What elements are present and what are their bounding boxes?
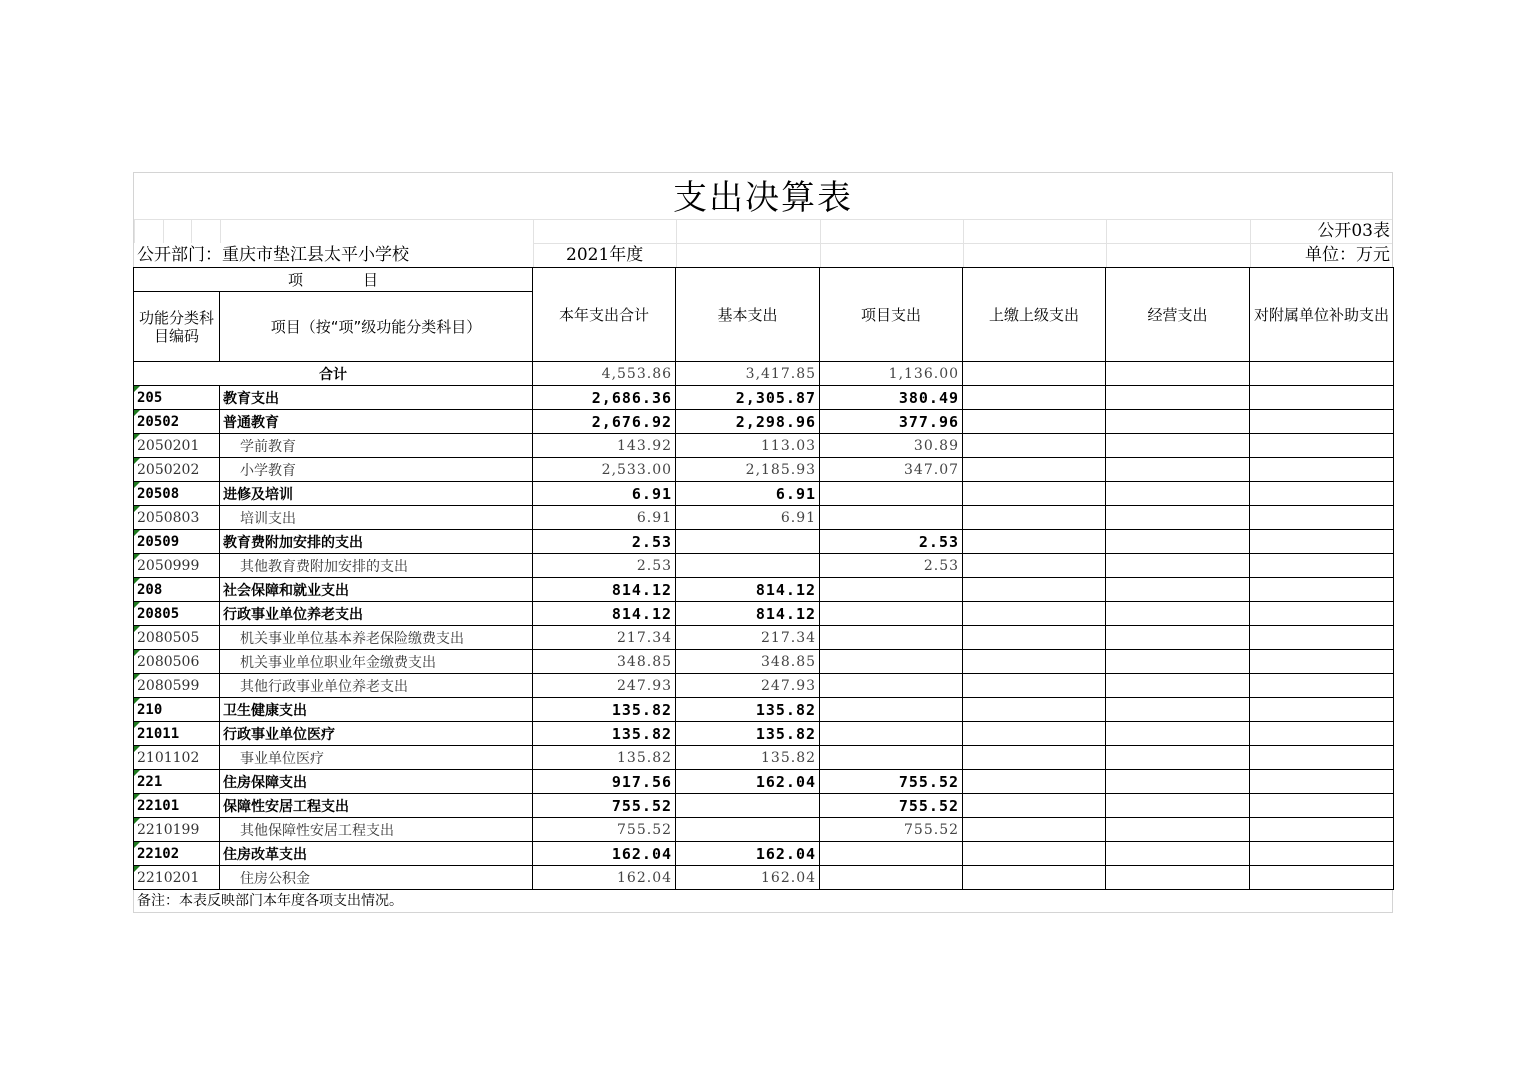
row-name: 普通教育 [220,410,533,434]
row-subsidiary [1250,674,1394,698]
row-project [820,482,963,506]
row-project: 755.52 [820,770,963,794]
table-row [134,482,1394,506]
row-total: 162.04 [533,842,676,866]
row-name: 保障性安居工程支出 [220,794,533,818]
row-total: 6.91 [533,506,676,530]
row-project: 380.49 [820,386,963,410]
row-subsidiary [1250,746,1394,770]
grid-cell [134,219,163,243]
row-business [1106,626,1250,650]
row-upper [963,842,1106,866]
table-note: 备注：本表反映部门本年度各项支出情况。 [137,893,403,909]
row-total: 135.82 [533,722,676,746]
row-subsidiary [1250,578,1394,602]
row-code: 2050999 [134,554,220,578]
row-code: 2080505 [134,626,220,650]
row-basic: 217.34 [676,626,820,650]
row-basic: 135.82 [676,698,820,722]
row-name: 机关事业单位职业年金缴费支出 [220,650,533,674]
row-project: 377.96 [820,410,963,434]
row-upper [963,698,1106,722]
row-basic: 814.12 [676,578,820,602]
row-upper [963,554,1106,578]
row-name: 行政事业单位养老支出 [220,602,533,626]
row-project [820,746,963,770]
grid-cell [533,219,676,243]
row-name: 卫生健康支出 [220,698,533,722]
row-code: 2080506 [134,650,220,674]
row-subsidiary [1250,794,1394,818]
grid-cell [963,243,1106,267]
department-label: 公开部门：重庆市垫江县太平小学校 [137,245,409,265]
row-subsidiary [1250,698,1394,722]
row-name: 其他保障性安居工程支出 [220,818,533,842]
row-project: 347.07 [820,458,963,482]
grid-cell [676,219,820,243]
header-total: 本年支出合计 [533,268,676,362]
row-basic: 162.04 [676,842,820,866]
table-row [134,578,1394,602]
header-subsidiary: 对附属单位补助支出 [1250,268,1394,362]
row-upper [963,818,1106,842]
row-project: 30.89 [820,434,963,458]
row-business [1106,482,1250,506]
row-upper [963,602,1106,626]
row-code: 2210199 [134,818,220,842]
row-basic: 113.03 [676,434,820,458]
row-business [1106,530,1250,554]
row-upper [963,410,1106,434]
row-total: 217.34 [533,626,676,650]
row-code: 20508 [134,482,220,506]
header-code: 功能分类科目编码 [134,292,220,362]
row-subsidiary [1250,866,1394,890]
grid-cell [191,219,220,243]
grid-cell [163,219,191,243]
row-code: 2050803 [134,506,220,530]
header-basic: 基本支出 [676,268,820,362]
row-total: 135.82 [533,746,676,770]
row-business [1106,458,1250,482]
grid-cell [676,243,820,267]
table-row [134,842,1394,866]
row-basic: 247.93 [676,674,820,698]
row-total: 162.04 [533,866,676,890]
row-project [820,842,963,866]
row-subsidiary [1250,650,1394,674]
row-total: 755.52 [533,794,676,818]
header-name: 项目（按“项”级功能分类科目） [220,292,533,362]
total-basic: 3,417.85 [676,362,820,386]
total-row [134,362,1394,386]
row-upper [963,482,1106,506]
title-row [133,172,1393,219]
grid-cell [220,219,533,243]
row-upper [963,794,1106,818]
header-item: 项 目 [134,268,533,292]
table-row [134,770,1394,794]
row-business [1106,434,1250,458]
row-business [1106,866,1250,890]
total-total: 4,553.86 [533,362,676,386]
row-basic: 2,298.96 [676,410,820,434]
row-total: 2.53 [533,554,676,578]
row-code: 2050202 [134,458,220,482]
row-code: 205 [134,386,220,410]
row-subsidiary [1250,554,1394,578]
row-project [820,602,963,626]
row-basic [676,530,820,554]
row-project: 2.53 [820,554,963,578]
header-upper: 上缴上级支出 [963,268,1106,362]
header-project: 项目支出 [820,268,963,362]
row-total: 2,686.36 [533,386,676,410]
row-subsidiary [1250,602,1394,626]
row-project [820,650,963,674]
total-upper [963,362,1106,386]
row-code: 221 [134,770,220,794]
table-row [134,386,1394,410]
row-name: 教育支出 [220,386,533,410]
row-business [1106,842,1250,866]
row-total: 917.56 [533,770,676,794]
row-basic [676,818,820,842]
meta-row [133,243,1393,267]
row-project: 755.52 [820,818,963,842]
row-project [820,506,963,530]
row-business [1106,674,1250,698]
row-total: 2,533.00 [533,458,676,482]
table-row [134,434,1394,458]
row-business [1106,554,1250,578]
row-total: 247.93 [533,674,676,698]
row-name: 住房保障支出 [220,770,533,794]
unit-label: 单位：万元 [1305,245,1390,265]
spreadsheet [133,172,1393,913]
grid-cell [820,219,963,243]
row-project [820,674,963,698]
row-subsidiary [1250,770,1394,794]
row-business [1106,818,1250,842]
total-subsidiary [1250,362,1394,386]
row-code: 22101 [134,794,220,818]
grid-cell [820,243,963,267]
row-project [820,866,963,890]
page-title: 支出决算表 [673,178,853,218]
header-business: 经营支出 [1106,268,1250,362]
table-row [134,794,1394,818]
row-project [820,626,963,650]
row-code: 210 [134,698,220,722]
row-upper [963,674,1106,698]
row-name: 教育费附加安排的支出 [220,530,533,554]
row-code: 2210201 [134,866,220,890]
expenditure-table [133,267,1394,890]
row-business [1106,578,1250,602]
grid-cell [1106,219,1250,243]
row-upper [963,746,1106,770]
row-basic: 162.04 [676,770,820,794]
row-business [1106,650,1250,674]
row-project [820,722,963,746]
row-business [1106,722,1250,746]
row-subsidiary [1250,818,1394,842]
row-upper [963,386,1106,410]
row-code: 2050201 [134,434,220,458]
row-total: 814.12 [533,602,676,626]
row-total: 755.52 [533,818,676,842]
table-row [134,698,1394,722]
row-business [1106,386,1250,410]
row-code: 20805 [134,602,220,626]
grid-cell [963,219,1106,243]
row-code: 208 [134,578,220,602]
row-upper [963,650,1106,674]
row-upper [963,506,1106,530]
row-name: 住房公积金 [220,866,533,890]
table-row [134,602,1394,626]
row-upper [963,722,1106,746]
table-row [134,746,1394,770]
year-label: 2021年度 [566,245,644,265]
row-subsidiary [1250,530,1394,554]
row-name: 其他教育费附加安排的支出 [220,554,533,578]
row-business [1106,602,1250,626]
row-upper [963,866,1106,890]
row-name: 学前教育 [220,434,533,458]
row-basic: 2,305.87 [676,386,820,410]
row-name: 住房改革支出 [220,842,533,866]
row-business [1106,770,1250,794]
table-row [134,722,1394,746]
row-code: 2080599 [134,674,220,698]
row-subsidiary [1250,458,1394,482]
row-business [1106,746,1250,770]
row-basic: 135.82 [676,746,820,770]
table-row [134,674,1394,698]
row-basic [676,794,820,818]
table-row [134,530,1394,554]
grid-cell [1106,243,1250,267]
row-upper [963,530,1106,554]
row-code: 20502 [134,410,220,434]
form-number: 公开03表 [1317,221,1390,241]
row-subsidiary [1250,842,1394,866]
row-basic: 6.91 [676,506,820,530]
row-name: 社会保障和就业支出 [220,578,533,602]
row-code: 21011 [134,722,220,746]
row-basic [676,554,820,578]
row-business [1106,506,1250,530]
row-name: 机关事业单位基本养老保险缴费支出 [220,626,533,650]
row-total: 2,676.92 [533,410,676,434]
row-name: 事业单位医疗 [220,746,533,770]
row-total: 135.82 [533,698,676,722]
row-total: 143.92 [533,434,676,458]
row-upper [963,770,1106,794]
table-row [134,506,1394,530]
table-row [134,554,1394,578]
row-upper [963,578,1106,602]
row-subsidiary [1250,506,1394,530]
total-business [1106,362,1250,386]
row-project [820,698,963,722]
total-project: 1,136.00 [820,362,963,386]
row-project: 755.52 [820,794,963,818]
row-basic: 6.91 [676,482,820,506]
row-project [820,578,963,602]
row-subsidiary [1250,482,1394,506]
row-subsidiary [1250,722,1394,746]
row-business [1106,698,1250,722]
total-label: 合计 [134,362,533,386]
row-name: 其他行政事业单位养老支出 [220,674,533,698]
row-subsidiary [1250,410,1394,434]
table-row [134,650,1394,674]
row-subsidiary [1250,434,1394,458]
row-total: 348.85 [533,650,676,674]
row-basic: 2,185.93 [676,458,820,482]
row-project: 2.53 [820,530,963,554]
row-name: 小学教育 [220,458,533,482]
note-row [133,890,1393,913]
row-subsidiary [1250,386,1394,410]
table-row [134,626,1394,650]
form-number-row [133,219,1393,243]
row-business [1106,794,1250,818]
row-name: 培训支出 [220,506,533,530]
table-row [134,458,1394,482]
table-row [134,866,1394,890]
row-basic: 135.82 [676,722,820,746]
row-basic: 814.12 [676,602,820,626]
row-upper [963,458,1106,482]
row-code: 20509 [134,530,220,554]
row-total: 6.91 [533,482,676,506]
row-basic: 162.04 [676,866,820,890]
row-upper [963,434,1106,458]
row-basic: 348.85 [676,650,820,674]
table-row [134,818,1394,842]
row-code: 22102 [134,842,220,866]
row-total: 814.12 [533,578,676,602]
row-total: 2.53 [533,530,676,554]
row-upper [963,626,1106,650]
row-name: 进修及培训 [220,482,533,506]
table-row [134,410,1394,434]
row-subsidiary [1250,626,1394,650]
row-code: 2101102 [134,746,220,770]
row-name: 行政事业单位医疗 [220,722,533,746]
row-business [1106,410,1250,434]
